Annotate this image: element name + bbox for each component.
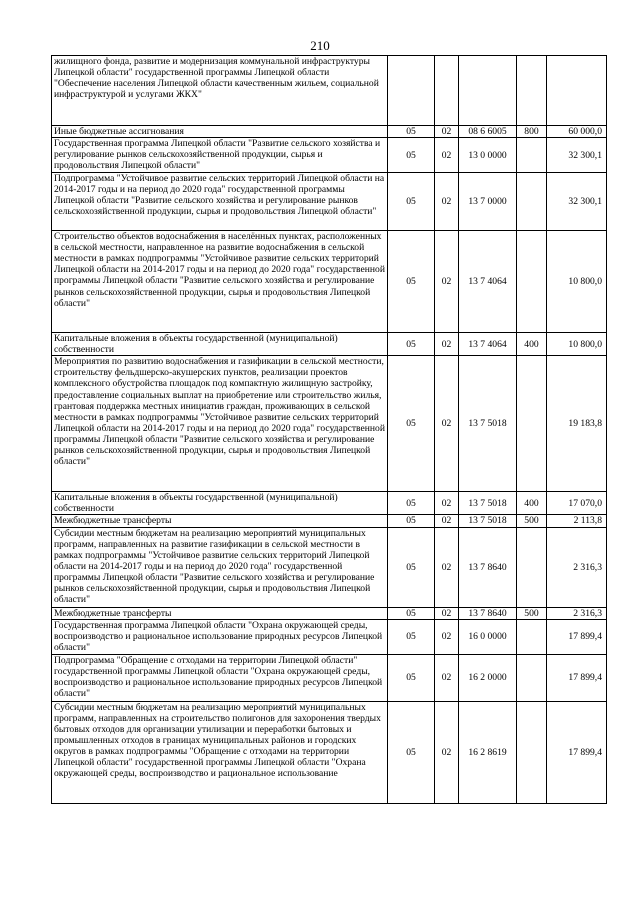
table-row xyxy=(52,138,607,173)
cell-sec: 05 xyxy=(388,654,435,701)
row-description: Капитальные вложения в объекты государственной (муниципальной) собственности xyxy=(52,492,388,515)
cell-sub: 02 xyxy=(435,701,459,803)
cell-vr xyxy=(517,138,547,173)
row-description: Подпрограмма "Устойчивое развитие сельских территорий Липецкой области на 2014-2017 годы и на период до 2020 года" государственной программы Липецкой области "Развитие сельского хозяйства и регулирование рынков сельскохозяйственной продукции, сырья и продовольствия Липецкой области" xyxy=(52,173,388,231)
row-description: Государственная программа Липецкой области "Охрана окружающей среды, воспроизводство и рациональное использование природных ресурсов Липецкой области" xyxy=(52,619,388,654)
cell-csr: 13 7 4064 xyxy=(459,333,517,356)
row-description: Субсидии местным бюджетам на реализацию мероприятий муниципальных программ, направленных на развитие газификации в сельской местности в рамках подпрограммы "Устойчивое развитие сельских территорий Липецкой области на 2014-2017 годы и на период до 2020 года" государственной программы Липецкой области "Развитие сельского хозяйства и регулирование рынков сельскохозяйственной продукции, сырья и продовольствия Липецкой области" xyxy=(52,527,388,607)
cell-csr: 08 6 6005 xyxy=(459,126,517,138)
table-row xyxy=(52,654,607,701)
cell-csr: 13 7 0000 xyxy=(459,173,517,231)
table-row xyxy=(52,173,607,231)
cell-sum: 17 899,4 xyxy=(547,654,607,701)
cell-sec: 05 xyxy=(388,607,435,619)
cell-vr: 500 xyxy=(517,607,547,619)
cell-csr: 13 7 5018 xyxy=(459,356,517,492)
cell-vr xyxy=(517,56,547,126)
cell-sub: 02 xyxy=(435,607,459,619)
cell-sum: 17 899,4 xyxy=(547,619,607,654)
cell-csr: 13 7 8640 xyxy=(459,607,517,619)
row-description: Подпрограмма "Обращение с отходами на территории Липецкой области" государственной программы Липецкой области "Охрана окружающей среды, воспроизводство и рациональное использование природных ресурсов Липецкой области" xyxy=(52,654,388,701)
cell-sec: 05 xyxy=(388,492,435,515)
cell-vr xyxy=(517,527,547,607)
cell-sum: 10 800,0 xyxy=(547,333,607,356)
cell-sum: 2 113,8 xyxy=(547,515,607,527)
table-row xyxy=(52,607,607,619)
cell-csr xyxy=(459,56,517,126)
cell-csr: 13 7 8640 xyxy=(459,527,517,607)
cell-sec: 05 xyxy=(388,231,435,333)
cell-csr: 13 7 5018 xyxy=(459,515,517,527)
cell-sub: 02 xyxy=(435,126,459,138)
cell-vr: 400 xyxy=(517,492,547,515)
cell-sum: 17 899,4 xyxy=(547,701,607,803)
cell-csr: 13 0 0000 xyxy=(459,138,517,173)
table-row xyxy=(52,515,607,527)
cell-vr xyxy=(517,173,547,231)
cell-sub xyxy=(435,56,459,126)
cell-sum: 32 300,1 xyxy=(547,173,607,231)
budget-table xyxy=(51,55,607,804)
cell-sum: 19 183,8 xyxy=(547,356,607,492)
row-description: жилищного фонда, развитие и модернизация коммунальной инфраструктуры Липецкой области" государственной программы Липецкой области "Обеспечение населения Липецкой области качественным жильем, социальной инфраструктурой и услугами ЖКХ" xyxy=(52,56,388,126)
row-description: Строительство объектов водоснабжения в населённых пунктах, расположенных в сельской местности, направленное на развитие водоснабжения в сельской местности в рамках подпрограммы "Устойчивое развитие сельских территорий Липецкой области на 2014-2017 годы и на период до 2020 года" государственной программы Липецкой области "Развитие сельского хозяйства и регулирование рынков сельскохозяйственной продукции, сырья и продовольствия Липецкой области" xyxy=(52,231,388,333)
cell-sec: 05 xyxy=(388,138,435,173)
cell-sum: 60 000,0 xyxy=(547,126,607,138)
cell-sec: 05 xyxy=(388,701,435,803)
table-row xyxy=(52,701,607,803)
cell-vr xyxy=(517,619,547,654)
cell-vr: 500 xyxy=(517,515,547,527)
cell-vr: 800 xyxy=(517,126,547,138)
cell-vr xyxy=(517,356,547,492)
cell-csr: 13 7 5018 xyxy=(459,492,517,515)
cell-sub: 02 xyxy=(435,356,459,492)
table-row xyxy=(52,619,607,654)
cell-sum: 2 316,3 xyxy=(547,607,607,619)
table-row xyxy=(52,126,607,138)
cell-csr: 13 7 4064 xyxy=(459,231,517,333)
cell-sub: 02 xyxy=(435,619,459,654)
cell-csr: 16 2 0000 xyxy=(459,654,517,701)
cell-sub: 02 xyxy=(435,231,459,333)
cell-sum: 10 800,0 xyxy=(547,231,607,333)
table-row xyxy=(52,56,607,126)
cell-vr xyxy=(517,231,547,333)
row-description: Субсидии местным бюджетам на реализацию мероприятий муниципальных программ, направленных на строительство полигонов для захоронения твердых бытовых отходов для организации утилизации и переработки бытовых и промышленных отходов в границах муниципальных районов и городских округов в рамках подпрограммы "Обращение с отходами на территории Липецкой области" государственной программы Липецкой области "Охрана окружающей среды, воспроизводство и рациональное использование xyxy=(52,701,388,803)
table-row xyxy=(52,231,607,333)
page-number: 210 xyxy=(310,38,330,53)
cell-sub: 02 xyxy=(435,492,459,515)
cell-vr xyxy=(517,654,547,701)
cell-sub: 02 xyxy=(435,515,459,527)
row-description: Государственная программа Липецкой области "Развитие сельского хозяйства и регулирование рынков сельскохозяйственной продукции, сырья и продовольствия Липецкой области" xyxy=(52,138,388,173)
cell-vr xyxy=(517,701,547,803)
cell-sec xyxy=(388,56,435,126)
row-description: Межбюджетные трансферты xyxy=(52,515,388,527)
cell-sub: 02 xyxy=(435,333,459,356)
cell-csr: 16 2 8619 xyxy=(459,701,517,803)
row-description: Межбюджетные трансферты xyxy=(52,607,388,619)
row-description: Иные бюджетные ассигнования xyxy=(52,126,388,138)
cell-sub: 02 xyxy=(435,173,459,231)
cell-sec: 05 xyxy=(388,619,435,654)
table-row xyxy=(52,492,607,515)
cell-sec: 05 xyxy=(388,515,435,527)
cell-sec: 05 xyxy=(388,356,435,492)
cell-sec: 05 xyxy=(388,126,435,138)
cell-sub: 02 xyxy=(435,527,459,607)
cell-sec: 05 xyxy=(388,527,435,607)
cell-sum: 2 316,3 xyxy=(547,527,607,607)
row-description: Капитальные вложения в объекты государственной (муниципальной) собственности xyxy=(52,333,388,356)
cell-csr: 16 0 0000 xyxy=(459,619,517,654)
cell-sum: 32 300,1 xyxy=(547,138,607,173)
table-row xyxy=(52,527,607,607)
cell-sec: 05 xyxy=(388,173,435,231)
cell-vr: 400 xyxy=(517,333,547,356)
table-row xyxy=(52,356,607,492)
cell-sec: 05 xyxy=(388,333,435,356)
cell-sub: 02 xyxy=(435,654,459,701)
cell-sum xyxy=(547,56,607,126)
cell-sub: 02 xyxy=(435,138,459,173)
table-row xyxy=(52,333,607,356)
row-description: Мероприятия по развитию водоснабжения и газификации в сельской местности, строительству фельдшерско-акушерских пунктов, реализации проектов комплексного обустройства площадок под компактную жилищную застройку, предоставление социальных выплат на приобретение или строительство жилья, грантовая поддержка местных инициатив граждан, проживающих в сельской местности в рамках подпрограммы "Устойчивое развитие сельских территорий Липецкой области на 2014-2017 годы и на период до 2020 года" государственной программы Липецкой области "Развитие сельского хозяйства и регулирование рынков сельскохозяйственной продукции, сырья и продовольствия Липецкой области" xyxy=(52,356,388,492)
cell-sum: 17 070,0 xyxy=(547,492,607,515)
